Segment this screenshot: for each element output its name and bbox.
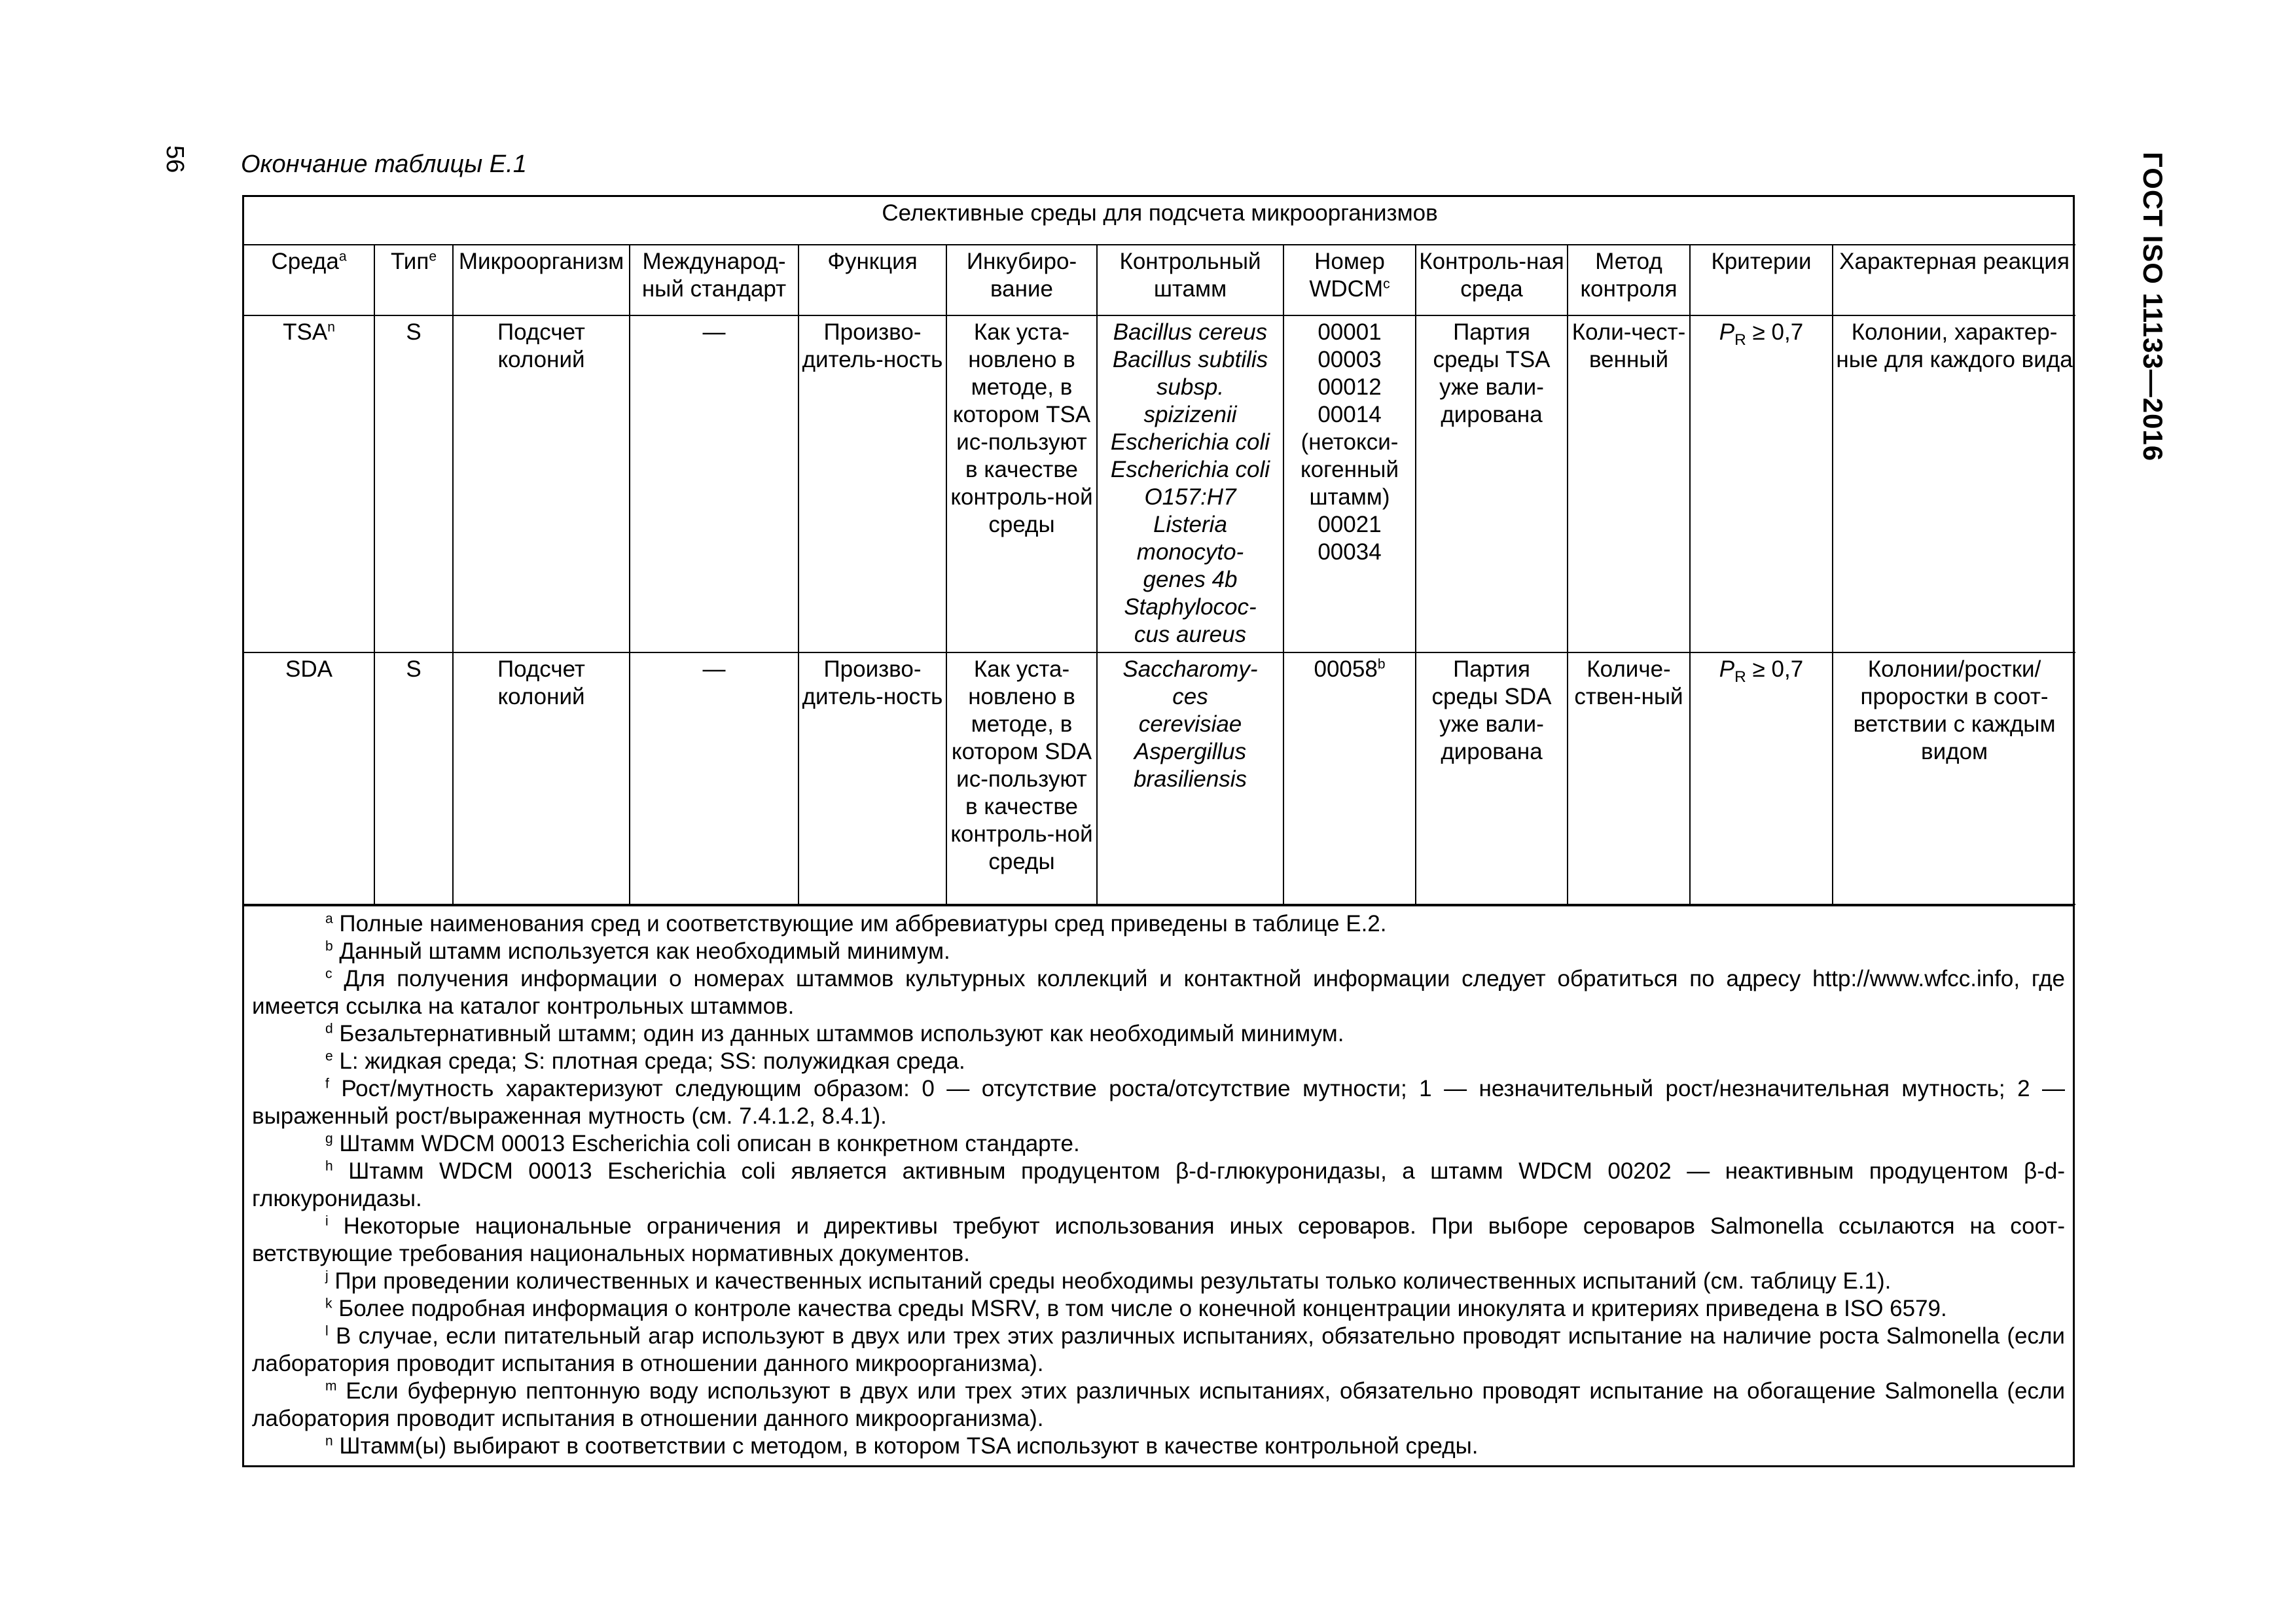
table-caption: Окончание таблицы Е.1 xyxy=(241,151,527,178)
cell-type: S xyxy=(374,652,453,904)
cell-control-medium: Партия среды TSA уже вали-дирована xyxy=(1416,315,1568,652)
footnote: $^i$ Некоторые национальные ограничения и директивы требуют использования иных сероваров. При выборе сероваров Salmonella ссылаются на соот-ветствующие требования национальных нормативных документов. xyxy=(252,1213,2065,1266)
cell-function: Произво-дитель-ность xyxy=(798,315,946,652)
cell-standard: — xyxy=(630,315,798,652)
cell-criteria: $P_R \ge 0,7$ xyxy=(1690,315,1833,652)
col-header: Инкубиро-вание xyxy=(946,245,1097,315)
table-row xyxy=(244,315,2075,652)
cell-reaction: Колонии/ростки/ проростки в соот-ветствии с каждым видом xyxy=(1833,652,2075,904)
cell-type: S xyxy=(374,315,453,652)
col-header: Среда$^a$ xyxy=(244,245,374,315)
media-table xyxy=(244,197,2075,905)
footnote: $^d$ Безальтернативный штамм; один из данных штаммов используют как необходимый минимум. xyxy=(325,1021,1344,1046)
col-header: Контроль-ная среда xyxy=(1416,245,1568,315)
col-header: Микроорганизм xyxy=(453,245,630,315)
cell-strains: Saccharomy- ces cerevisiae Aspergillus brasiliensis xyxy=(1097,652,1283,904)
footnote: $^f$ Рост/мутность характеризуют следующим образом: 0 — отсутствие роста/отсутствие мутности; 1 — незначительный рост/незначительная мутность; 2 — выраженный рост/выраженная мутность (см. 7.4.1.2, 8.4.1). xyxy=(252,1076,2065,1129)
col-header: Номер WDCM$^c$ xyxy=(1283,245,1416,315)
cell-medium: TSA$^n$ xyxy=(244,315,374,652)
cell-control-medium: Партия среды SDA уже вали-дирована xyxy=(1416,652,1568,904)
footnote: $^l$ В случае, если питательный агар используют в двух или трех этих различных испытаниях, обязательно проводят испытание на наличие роста Salmonella (если лаборатория проводит испытания в отношении данного микроорганизма). xyxy=(252,1323,2065,1376)
footnote: $^c$ Для получения информации о номерах штаммов культурных коллекций и контактной информации следует обратиться по адресу http://www.wfcc.info, где имеется ссылка на каталог контрольных штаммов. xyxy=(252,966,2066,1019)
media-table-container xyxy=(242,195,2075,1467)
standard-title: ГОСТ ISO 11133—2016 xyxy=(2138,152,2168,462)
col-header: Тип$^e$ xyxy=(374,245,453,315)
cell-method: Количе-ствен-ный xyxy=(1568,652,1690,904)
page-number: 56 xyxy=(161,145,188,173)
cell-medium: SDA xyxy=(244,652,374,904)
cell-wdcm: 00001 00003 00012 00014 (нетокси- когенный штамм) 00021 00034 xyxy=(1283,315,1416,652)
cell-incubation: Как уста-новлено в методе, в котором SDA ис-пользуют в качестве контроль-ной среды xyxy=(946,652,1097,904)
col-header: Характерная реакция xyxy=(1833,245,2075,315)
cell-wdcm: 00058$^b$ xyxy=(1283,652,1416,904)
table-row xyxy=(244,652,2075,904)
footnote: $^m$ Если буферную пептонную воду используют в двух или трех этих различных испытаниях, обязательно проводят испытание на обогащение Salmonella (если лаборатория проводит испытания в отношении данного микроорганизма). xyxy=(252,1378,2065,1431)
col-header: Международ-ный стандарт xyxy=(630,245,798,315)
cell-incubation: Как уста-новлено в методе, в котором TSA ис-пользуют в качестве контроль-ной среды xyxy=(946,315,1097,652)
header-row xyxy=(244,245,2075,315)
cell-method: Коли-чест-венный xyxy=(1568,315,1690,652)
col-header: Метод контроля xyxy=(1568,245,1690,315)
footnote: $^h$ Штамм WDCM 00013 Escherichia coli является активным продуцентом β-d-глюкуронидазы, а штамм WDCM 00202 — неактивным продуцентом β-d-глюкуронидазы. xyxy=(252,1158,2065,1211)
col-header: Критерии xyxy=(1690,245,1833,315)
footnote: $^n$ Штамм(ы) выбирают в соответствии с методом, в котором TSA используют в качестве контрольной среды. xyxy=(325,1433,1479,1459)
cell-standard: — xyxy=(630,652,798,904)
section-title: Селективные среды для подсчета микроорганизмов xyxy=(244,197,2075,245)
cell-organism: Подсчет колоний xyxy=(453,652,630,904)
footnote: $^e$ L: жидкая среда; S: плотная среда; SS: полужидкая среда. xyxy=(325,1048,965,1074)
footnotes xyxy=(244,905,2073,1465)
cell-function: Произво-дитель-ность xyxy=(798,652,946,904)
col-header: Контрольный штамм xyxy=(1097,245,1283,315)
footnote: $^g$ Штамм WDCM 00013 Escherichia coli описан в конкретном стандарте. xyxy=(325,1131,1080,1156)
footnote: $^j$ При проведении количественных и качественных испытаний среды необходимы результаты только количественных испытаний (см. таблицу Е.1). xyxy=(325,1268,1892,1294)
col-header: Функция xyxy=(798,245,946,315)
cell-organism: Подсчет колоний xyxy=(453,315,630,652)
cell-strains: Bacillus cereus Bacillus subtilis subsp. spizizenii Escherichia coli Escherichia coli O157:H7 Listeria monocyto- genes 4b Staphylococ- cus aureus xyxy=(1097,315,1283,652)
cell-reaction: Колонии, характер-ные для каждого вида xyxy=(1833,315,2075,652)
cell-criteria: $P_R \ge 0,7$ xyxy=(1690,652,1833,904)
footnote: $^a$ Полные наименования сред и соответствующие им аббревиатуры сред приведены в таблице Е.2. xyxy=(325,911,1387,936)
footnote: $^k$ Более подробная информация о контроле качества среды MSRV, в том числе о конечной концентрации инокулята и критериях приведена в ISO 6579. xyxy=(325,1296,1947,1321)
footnote: $^b$ Данный штамм используется как необходимый минимум. xyxy=(325,938,950,964)
